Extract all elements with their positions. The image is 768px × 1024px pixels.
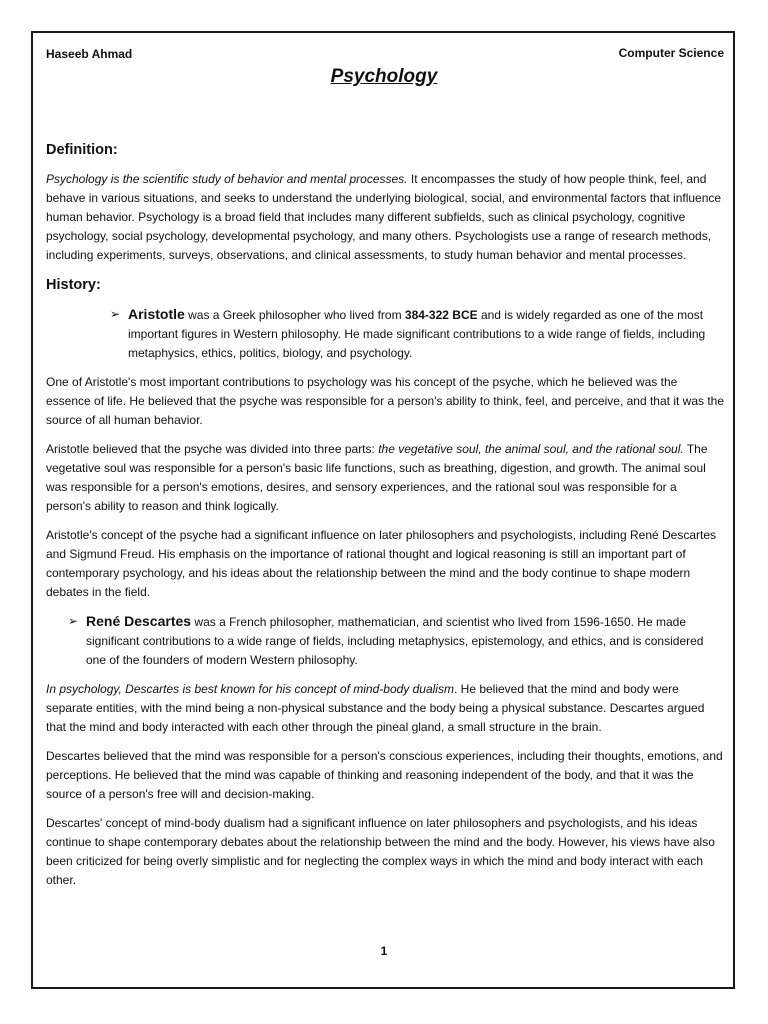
aristotle-paragraph-3: Aristotle's concept of the psyche had a significant influence on later philosophers and psychologists, including René Descartes and Sigmund Freud. His emphasis on the importance of rational thought and logical reasoning is still an important part of contemporary psychology, and his ideas about the relationship between the mind and the body continue to shape modern debates in the field. bbox=[46, 528, 717, 599]
arrow-bullet-icon: ➢ bbox=[110, 307, 121, 321]
descartes-p1-b: . He believed that the mind and body were separate entities, with the mind being a non-physical substance and the body being a physical substance. Descartes argued that the mind and body interacted with each other through the pineal gland, a small structure in the brain. bbox=[46, 682, 705, 734]
descartes-bullet bbox=[46, 612, 724, 670]
definition-intro: Psychology is the scientific study of behavior and mental processes. bbox=[46, 172, 408, 186]
descartes-paragraph-3: Descartes' concept of mind-body dualism had a significant influence on later philosophers and psychologists, and his ideas continue to shape contemporary debates about the relationship between the mind and the body. However, his views have also been criticized for being overly simplistic and for neglecting the complex ways in which the mind and body interact with each other. bbox=[46, 816, 715, 887]
definition-body: It encompasses the study of how people think, feel, and behave in various situations, and seeks to understand the underlying biological, social, and environmental factors that influence human behavior. Psychology is a broad field that includes many different subfields, such as clinical psychology, cognitive psychology, social psychology, developmental psychology, and many others. Psychologists use a range of research methods, including experiments, surveys, observations, and clinical assessments, to study human behavior and mental processes. bbox=[46, 172, 722, 262]
aristotle-text-b: and is widely regarded as one of the most important figures in Western philosophy. He made significant contributions to a wide range of fields, including metaphysics, ethics, politics, biology, and psychology. bbox=[128, 308, 706, 360]
descartes-intro bbox=[86, 612, 724, 670]
definition-heading: Definition: bbox=[46, 142, 118, 158]
descartes-p1-italic: In psychology, Descartes is best known for his concept of mind-body dualism bbox=[46, 682, 454, 696]
descartes-text: was a French philosopher, mathematician, and scientist who lived from 1596-1650. He made significant contributions to a wide range of fields, including metaphysics, epistemology, and ethics, and is considered one of the founders of modern Western philosophy. bbox=[86, 615, 704, 667]
descartes-paragraph-1 bbox=[46, 680, 724, 737]
page-number: 1 bbox=[380, 944, 388, 958]
aristotle-bullet bbox=[46, 305, 724, 363]
subject-label: Computer Science bbox=[618, 46, 724, 60]
document-body bbox=[46, 140, 724, 900]
aristotle-intro bbox=[128, 305, 724, 363]
aristotle-p2-b: The vegetative soul was responsible for a person's basic life functions, such as breathing, digestion, and growth. The animal soul was responsible for a person's emotions, desires, and sensory experiences, and the rational soul was responsible for a person's ability to reason and think logically. bbox=[46, 442, 708, 513]
aristotle-p2-souls: the vegetative soul, the animal soul, and the rational soul. bbox=[378, 442, 684, 456]
author-name: Haseeb Ahmad bbox=[46, 47, 133, 61]
descartes-paragraph-2: Descartes believed that the mind was responsible for a person's conscious experiences, including their thoughts, emotions, and perceptions. He believed that the mind was capable of thinking and reasoning independent of the body, and that it was the source of a person's free will and decision-making. bbox=[46, 749, 723, 801]
history-heading: History: bbox=[46, 277, 101, 293]
definition-paragraph bbox=[46, 170, 724, 265]
aristotle-paragraph-2 bbox=[46, 440, 724, 516]
descartes-name: René Descartes bbox=[86, 613, 192, 629]
aristotle-paragraph-1: One of Aristotle's most important contributions to psychology was his concept of the psyche, which he believed was the essence of life. He believed that the psyche was responsible for a person's ability to think, feel, and perceive, and that it was the source of all human behavior. bbox=[46, 375, 725, 427]
document-title: Psychology bbox=[330, 66, 438, 87]
aristotle-name: Aristotle bbox=[128, 306, 185, 322]
arrow-bullet-icon: ➢ bbox=[68, 614, 79, 628]
aristotle-p2-a: Aristotle believed that the psyche was divided into three parts: bbox=[46, 442, 379, 456]
aristotle-text-a: was a Greek philosopher who lived from bbox=[184, 308, 405, 322]
aristotle-dates: 384-322 BCE bbox=[404, 308, 478, 322]
